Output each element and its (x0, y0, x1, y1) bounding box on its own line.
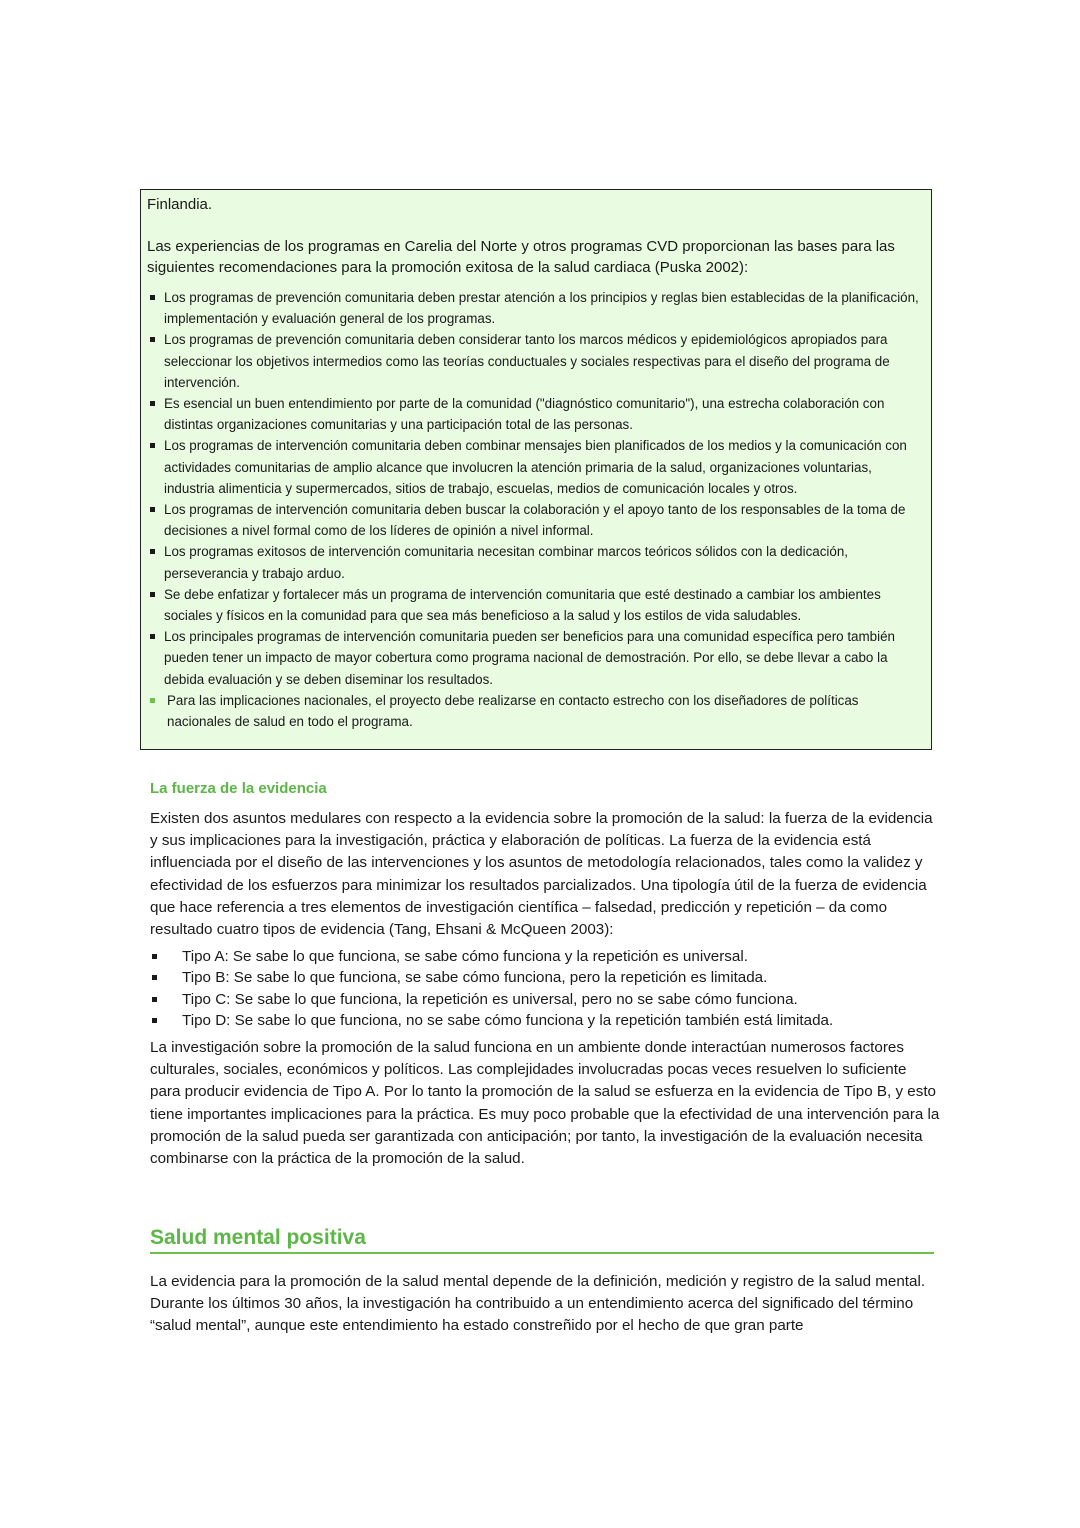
list-item: Tipo D: Se sabe lo que funciona, no se sabe cómo funciona y la repetición también está limitada. (150, 1010, 940, 1031)
list-item: Los programas de intervención comunitaria deben buscar la colaboración y el apoyo tanto de los responsables de la toma de decisiones a nivel formal como de los líderes de opinión a nivel informal. (147, 499, 925, 541)
box-intro: Las experiencias de los programas en Carelia del Norte y otros programas CVD proporcionan las bases para las siguientes recomendaciones para la promoción exitosa de la salud cardiaca (Puska 2002): (147, 238, 895, 276)
recommendations-box (140, 189, 932, 750)
evidence-paragraph-1: Existen dos asuntos medulares con respecto a la evidencia sobre la promoción de la salud: la fuerza de la evidencia y sus implicaciones para la investigación, práctica y elaboración de políticas. La fuerza de la evidencia está influenciada por el diseño de las intervenciones y los asuntos de metodología relacionados, tales como la validez y efectividad de los esfuerzos para minimizar los resultados parcializados. Una tipología útil de la fuerza de evidencia que hace referencia a tres elementos de investigación científica – falsedad, predicción y repetición – da como resultado cuatro tipos de evidencia (Tang, Ehsani & McQueen 2003): (150, 810, 933, 939)
recommendations-list (147, 287, 925, 732)
list-item: Los programas exitosos de intervención comunitaria necesitan combinar marcos teóricos sólidos con la dedicación, perseverancia y trabajo arduo. (147, 541, 925, 583)
list-item: Para las implicaciones nacionales, el proyecto debe realizarse en contacto estrecho con los diseñadores de políticas nacionales de salud en todo el programa. (147, 690, 925, 732)
list-item: Tipo C: Se sabe lo que funciona, la repetición es universal, pero no se sabe cómo funciona. (150, 989, 940, 1010)
list-item: Los principales programas de intervención comunitaria pueden ser beneficios para una comunidad específica pero también pueden tener un impacto de mayor cobertura como programa nacional de demostración. Por ello, se debe llevar a cabo la debida evaluación y se deben diseminar los resultados. (147, 626, 925, 690)
mental-paragraph: La evidencia para la promoción de la salud mental depende de la definición, medición y registro de la salud mental. Durante los últimos 30 años, la investigación ha contribuido a un entendimiento acerca del significado del término “salud mental”, aunque este entendimiento ha estado constreñido por el hecho de que gran parte (150, 1273, 926, 1335)
evidence-heading: La fuerza de la evidencia (150, 780, 327, 797)
list-item: Tipo B: Se sabe lo que funciona, se sabe cómo funciona, pero la repetición es limitada. (150, 967, 940, 988)
box-first-line: Finlandia. (147, 196, 213, 213)
evidence-types-list (150, 946, 940, 1031)
list-item: Los programas de prevención comunitaria deben prestar atención a los principios y reglas bien establecidas de la planificación, implementación y evaluación general de los programas. (147, 287, 925, 329)
list-item: Se debe enfatizar y fortalecer más un programa de intervención comunitaria que esté destinado a cambiar los ambientes sociales y físicos en la comunidad para que sea más beneficioso a la salud y los estilos de vida saludables. (147, 584, 925, 626)
list-item: Los programas de intervención comunitaria deben combinar mensajes bien planificados de los medios y la comunicación con actividades comunitarias de amplio alcance que involucren la atención primaria de la salud, organizaciones voluntarias, industria alimenticia y supermercados, sitios de trabajo, escuelas, medios de comunicación locales y otros. (147, 435, 925, 499)
list-item: Tipo A: Se sabe lo que funciona, se sabe cómo funciona y la repetición es universal. (150, 946, 940, 967)
list-item: Los programas de prevención comunitaria deben considerar tanto los marcos médicos y epidemiológicos apropiados para seleccionar los objetivos intermedios como las teorías conductuales y sociales respectivas para el diseño del programa de intervención. (147, 329, 925, 393)
section-title-salud-mental: Salud mental positiva (150, 1224, 934, 1254)
list-item: Es esencial un buen entendimiento por parte de la comunidad ("diagnóstico comunitario"), una estrecha colaboración con distintas organizaciones comunitarias y una participación total de las personas. (147, 393, 925, 435)
mental-section (150, 1271, 940, 1338)
evidence-section (150, 778, 940, 1170)
evidence-paragraph-2: La investigación sobre la promoción de la salud funciona en un ambiente donde interactúan numerosos factores culturales, sociales, económicos y políticos. Las complejidades involucradas pocas veces resuelven lo suficiente para producir evidencia de Tipo A. Por lo tanto la promoción de la salud se esfuerza en la evidencia de Tipo B, y esto tiene importantes implicaciones para la práctica. Es muy poco probable que la efectividad de una intervención para la promoción de la salud pueda ser garantizada con anticipación; por tanto, la investigación de la evaluación necesita combinarse con la práctica de la promoción de la salud. (150, 1039, 940, 1168)
